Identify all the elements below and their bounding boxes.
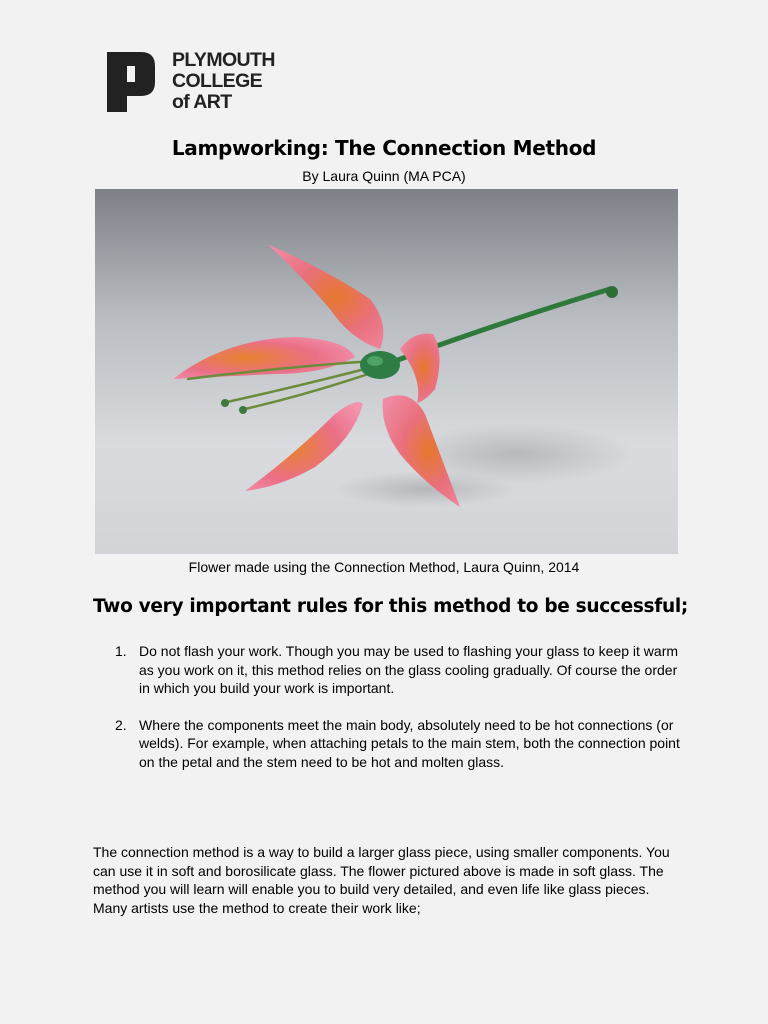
logo-line: of ART [172, 91, 232, 113]
rules-list [93, 642, 683, 789]
list-item-text: Where the components meet the main body, absolutely need to be hot connections (or welds). For example, when attaching petals to the main stem, both the connection point on the petal and the stem need to be hot and molten glass. [139, 716, 680, 770]
logo-line: COLLEGE [172, 70, 263, 92]
document-byline: By Laura Quinn (MA PCA) [302, 168, 466, 184]
logo-mark-icon [107, 52, 155, 112]
list-item-text: Do not flash your work. Though you may be used to flashing your glass to keep it warm as you work on it, this method relies on the glass cooling gradually. Of course the order in which you build your work is important. [139, 643, 679, 696]
college-logo [107, 49, 275, 113]
list-item [93, 642, 683, 698]
document-title: Lampworking: The Connection Method [171, 136, 597, 160]
logo-wordmark [172, 50, 275, 113]
rules-heading: Two very important rules for this method to be successful; [93, 596, 688, 617]
image-caption: Flower made using the Connection Method, Laura Quinn, 2014 [188, 559, 580, 575]
logo-line: PLYMOUTH [172, 49, 275, 71]
list-item-number: 2. [115, 716, 127, 733]
glass-flower-photo [95, 189, 678, 554]
intro-paragraph: The connection method is a way to build a larger glass piece, using smaller components. You can use it in soft and borosilicate glass. The flower pictured above is made in soft glass. The method you will learn will enable you to build very detailed, and even life like glass pieces. Many artists use the method to create their work like; [93, 844, 670, 916]
list-item [93, 716, 683, 772]
list-item-number: 1. [115, 643, 127, 659]
